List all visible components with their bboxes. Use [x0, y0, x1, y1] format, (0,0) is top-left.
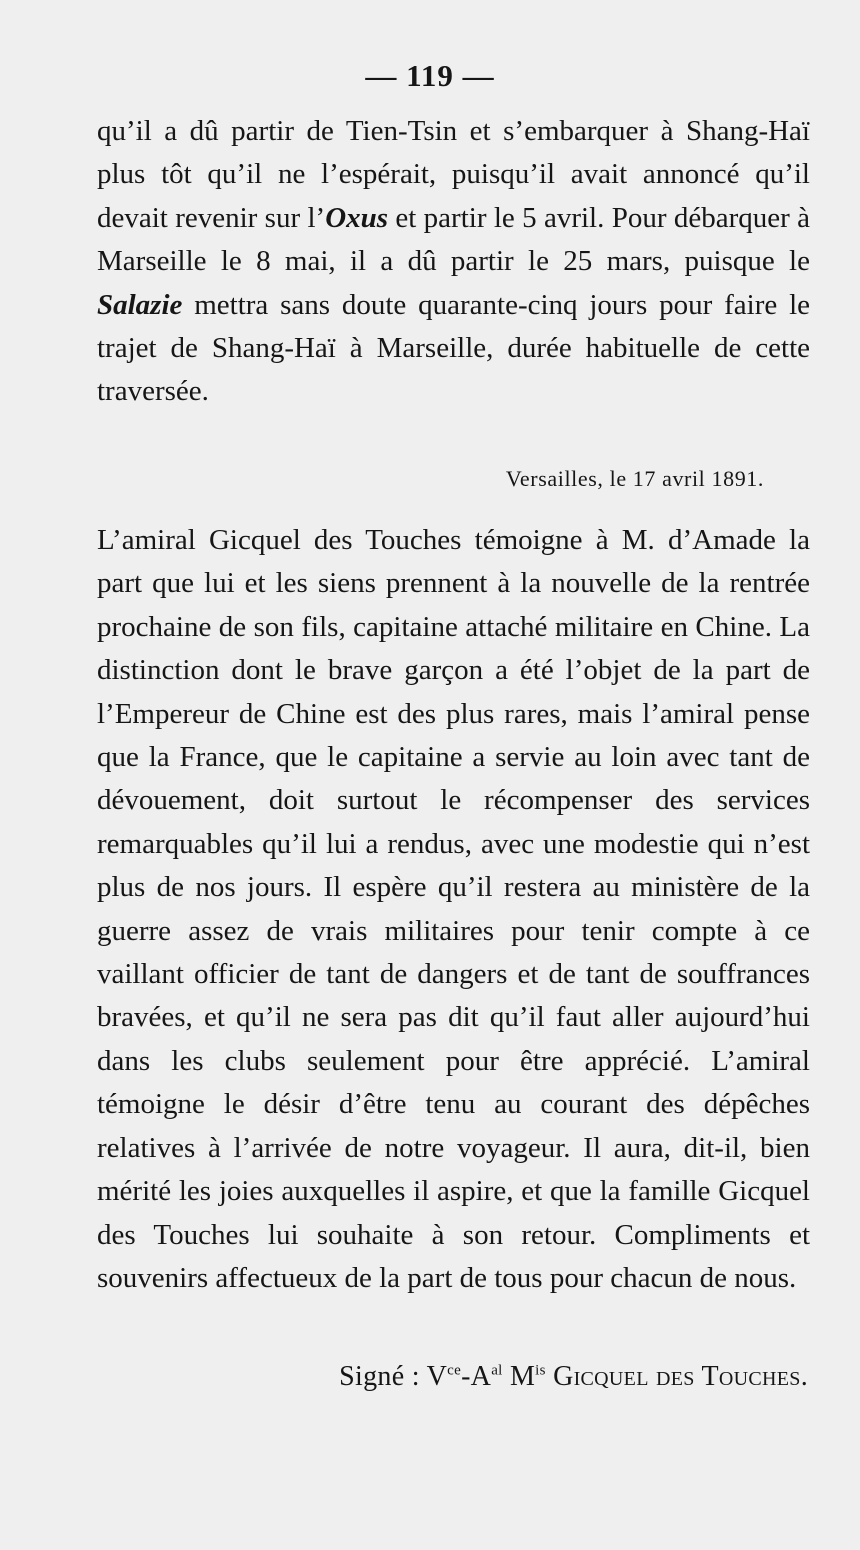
- paragraph-2-text: L’amiral Gicquel des Touches témoigne à M. d’Amade la part que lui et les siens prennent à la nouvelle de la rentrée prochaine de son fils, capitaine attaché militaire en Chine. La distinction dont le brave garçon a été l’objet de la part de l’Empereur de Chine est des plus rares, mais l’amiral pense que la France, que le capitaine a servie au loin avec tant de dévouement, doit surtout le récompenser des services remarquables qu’il lui a rendus, avec une modestie qui n’est plus de nos jours. Il espère qu’il restera au ministère de la guerre assez de vrais militaires pour tenir compte à ce vaillant officier de tant de dangers et de tant de souffrances bravées, et qu’il ne sera pas dit qu’il faut aller aujourd’hui dans les clubs seulement pour être apprécié. L’amiral témoigne le désir d’être tenu au courant des dépêches relatives à l’arrivée de notre voyageur. Il aura, dit-il, bien mérité les joies auxquelles il aspire, et que la famille Gicquel des Touches lui souhaite à son retour. Compliments et souvenirs affectueux de la part de tous pour chacun de nous.: [97, 524, 810, 1294]
- signature-marquis-sup: is: [535, 1362, 546, 1379]
- paragraph-1-part-b: et partir le 5 avril. Pour débarquer à Marseille le 8 mai, il a dû partir le 25 mars, puisque le: [97, 201, 810, 278]
- signature-name: Gicquel des Touches.: [545, 1361, 808, 1392]
- signature-vice-sup: ce: [447, 1362, 462, 1379]
- signature-marquis: M: [502, 1361, 536, 1392]
- paragraph-1: [97, 110, 810, 414]
- signature-prefix: Signé :: [339, 1361, 427, 1392]
- ship-name-salazie: Salazie: [97, 288, 183, 321]
- dateline: Versailles, le 17 avril 1891.: [505, 466, 764, 491]
- paragraph-1-part-a: qu’il a dû partir de Tien-Tsin et s’embarquer à Shang-Haï plus tôt qu’il ne l’espérait, puisqu’il avait annoncé qu’il devait revenir sur l’: [97, 115, 810, 234]
- paragraph-2: [97, 519, 810, 1300]
- paragraph-1-part-c: mettra sans doute quarante-cinq jours pour faire le trajet de Shang-Haï à Marseille, durée habituelle de cette traversée.: [97, 288, 810, 408]
- signature: [339, 1361, 808, 1393]
- page-number: — 119 —: [365, 58, 495, 93]
- paragraph-1-text: [97, 110, 810, 414]
- ship-name-oxus: Oxus: [325, 201, 389, 234]
- signature-amiral: -A: [461, 1361, 492, 1392]
- signature-amiral-sup: al: [491, 1362, 503, 1379]
- signature-vice: V: [426, 1361, 448, 1392]
